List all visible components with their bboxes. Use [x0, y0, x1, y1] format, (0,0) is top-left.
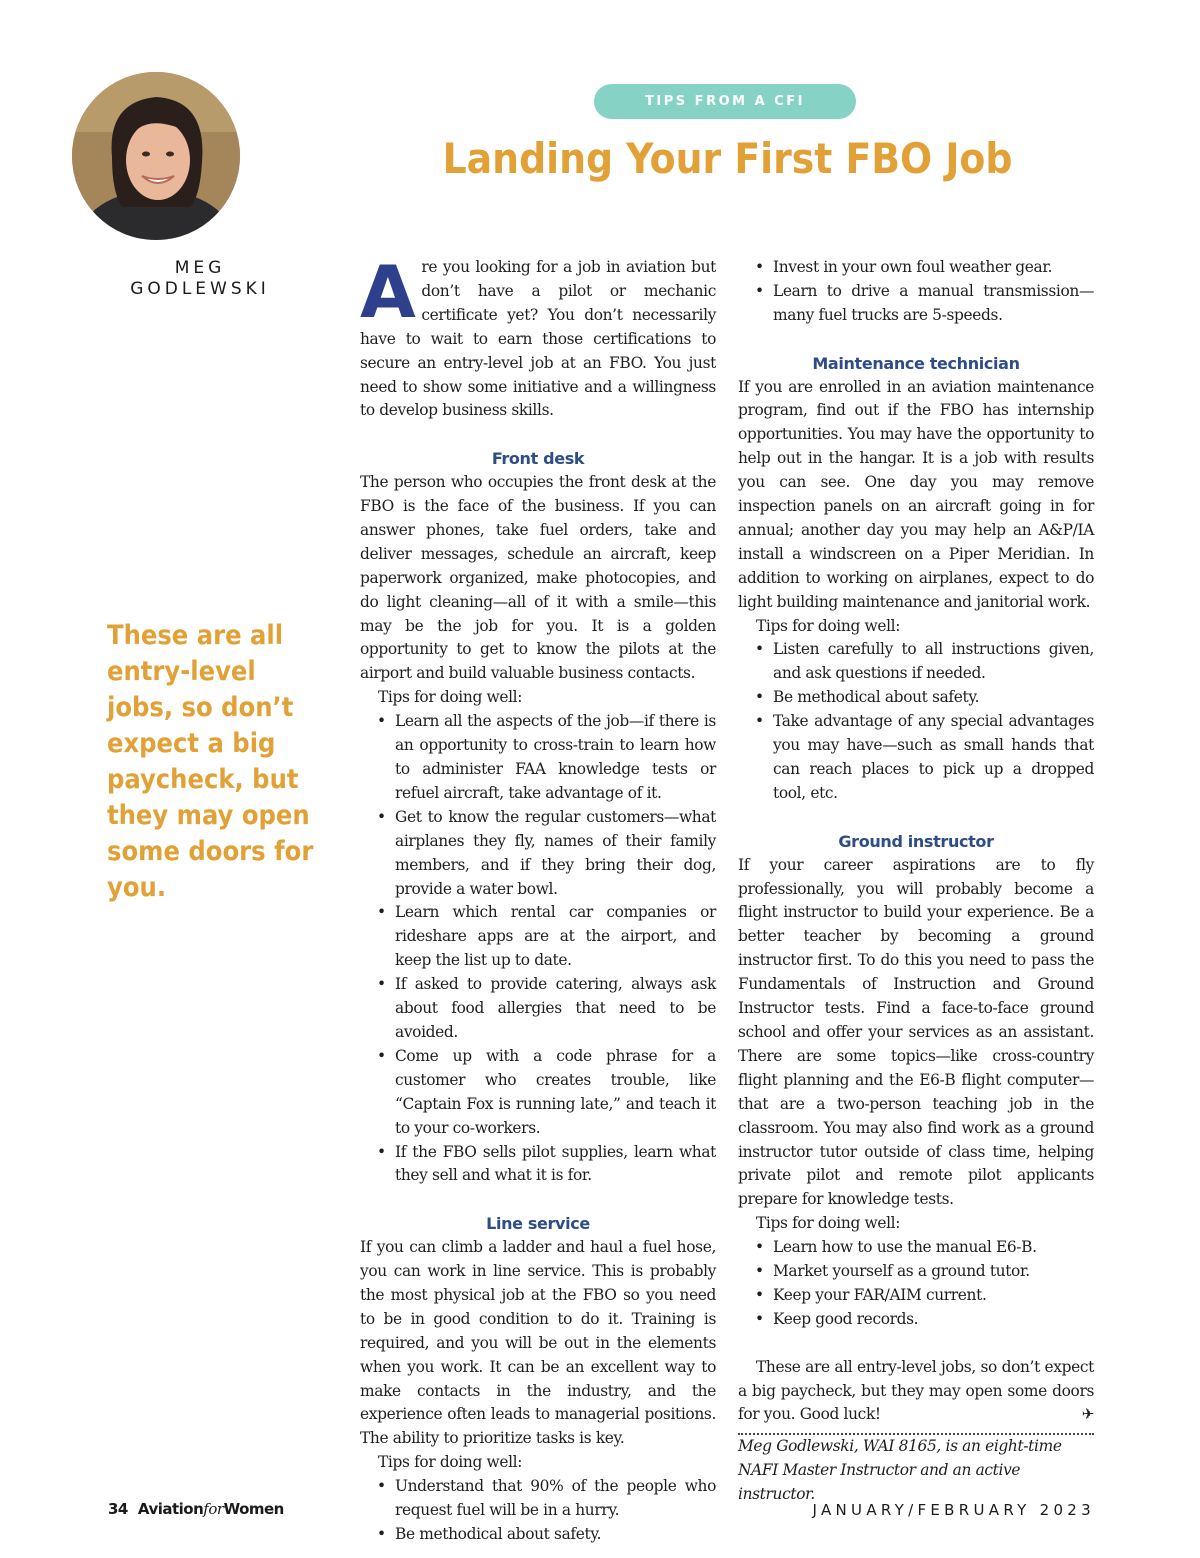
left-column: [360, 250, 716, 1547]
maintenance-tips-list: [738, 638, 1094, 805]
list-item: • Keep good records.: [773, 1308, 1094, 1332]
author-byline: [110, 258, 290, 300]
line-service-tips-list-b: [738, 256, 1094, 328]
line-service-body: If you can climb a ladder and haul a fuel hose, you can work in line service. This is probably the most physical job at the FBO so you need to be in good condition to do it. Training is required, and you will be out in the elements when you work. It can be an excellent way to make contacts in the industry, and the experience often leads to managerial positions. The ability to prioritize tasks is key.: [360, 1238, 716, 1448]
list-item: • Understand that 90% of the people who request fuel will be in a hurry.: [395, 1475, 716, 1523]
list-item: • Learn all the aspects of the job—if there is an opportunity to cross-train to learn how to administer FAA knowledge tests or refuel aircraft, take advantage of it.: [395, 710, 716, 806]
maintenance-tips-label: Tips for doing well:: [756, 616, 901, 635]
right-column: [738, 256, 1094, 1507]
closing-text: These are all entry-level jobs, so don’t expect a big paycheck, but they may open some doors for you. Good luck!: [738, 1357, 1094, 1424]
heading-ground-instructor: Ground instructor: [838, 831, 994, 851]
maintenance-body: If you are enrolled in an aviation maintenance program, find out if the FBO has internship opportunities. You may have the opportunity to help out in the hangar. It is a job with results you can see. One day you may remove inspection panels on an aircraft going in for annual; another day you may help an A&P/IA install a windscreen on a Piper Meridian. In addition to working on airplanes, expect to do light building maintenance and janitorial work.: [738, 377, 1094, 611]
page-number: 34: [108, 1500, 128, 1518]
list-item: • Come up with a code phrase for a customer who creates trouble, like “Captain Fox is running late,” and teach it to your co-workers.: [395, 1045, 716, 1141]
section-label: TIPS FROM A CFI: [594, 84, 856, 119]
list-item: • Take advantage of any special advantages you may have—such as small hands that can reach places to pick up a dropped tool, etc.: [773, 710, 1094, 806]
line-service-tips-label: Tips for doing well:: [378, 1453, 523, 1472]
ground-instructor-body: If your career aspirations are to fly professionally, you will probably become a flight instructor to build your experience. Be a better teacher by becoming a ground instructor first. To do this you need to pass the Fundamentals of Instruction and Ground Instructor tests. Find a face-to-face ground school and offer your services as an assistant. There are some topics—like cross-country flight planning and the E6-B flight computer—that are a two-person teaching job in the classroom. You may also find work as a ground instructor tutor outside of class time, helping private pilot and remote pilot applicants prepare for knowledge tests.: [738, 855, 1094, 1209]
list-item: • Invest in your own foul weather gear.: [773, 256, 1094, 280]
list-item: • Be methodical about safety.: [395, 1523, 716, 1547]
list-item: • Learn to drive a manual transmission—many fuel trucks are 5-speeds.: [773, 280, 1094, 328]
intro-text: re you looking for a job in aviation but don’t have a pilot or mechanic certificate yet? You don’t necessarily have to wait to earn those certifications to secure an entry-level job at an FBO. You just need to show some initiative and a willingness to develop business skills.: [360, 258, 716, 420]
intro-paragraph: [360, 250, 716, 423]
author-first-name: MEG: [174, 258, 226, 278]
drop-cap: A: [360, 250, 416, 334]
ground-instructor-tips-label: Tips for doing well:: [756, 1214, 901, 1233]
line-service-tips-list-a: [360, 1475, 716, 1547]
author-photo: [72, 72, 240, 240]
list-item: • If the FBO sells pilot supplies, learn what they sell and what it is for.: [395, 1141, 716, 1189]
front-desk-body: The person who occupies the front desk at the FBO is the face of the business. If you can answer phones, take fuel orders, take and deliver messages, schedule an aircraft, keep paperwork organized, make photocopies, and do light cleaning—all of it with a smile—this may be the job for you. It is a golden opportunity to get to know the pilots at the airport and build valuable business contacts.: [360, 473, 716, 683]
author-bio: Meg Godlewski, WAI 8165, is an eight-time NAFI Master Instructor and an active instructor.: [738, 1437, 1062, 1504]
list-item: • Keep your FAR/AIM current.: [773, 1284, 1094, 1308]
front-desk-tips-label: Tips for doing well:: [378, 688, 523, 707]
list-item: • Be methodical about safety.: [773, 686, 1094, 710]
heading-front-desk: Front desk: [491, 449, 585, 469]
footer-folio: [108, 1500, 284, 1518]
author-last-name: GODLEWSKI: [130, 279, 270, 299]
issue-date: JANUARY/FEBRUARY 2023: [812, 1501, 1095, 1519]
front-desk-tips-list: [360, 710, 716, 1188]
pull-quote: These are all entry-level jobs, so don’t expect a big paycheck, but they may open some doors for you.: [107, 620, 314, 903]
heading-line-service: Line service: [486, 1214, 590, 1234]
closing-paragraph: [738, 1356, 1094, 1428]
list-item: • Market yourself as a ground tutor.: [773, 1260, 1094, 1284]
list-item: • Learn how to use the manual E6-B.: [773, 1236, 1094, 1260]
list-item: • If asked to provide catering, always ask about food allergies that need to be avoided.: [395, 973, 716, 1045]
article-title: Landing Your First FBO Job: [442, 134, 1013, 183]
list-item: • Get to know the regular customers—what airplanes they fly, names of their family members, and if they bring their dog, provide a water bowl.: [395, 806, 716, 902]
list-item: • Listen carefully to all instructions given, and ask questions if needed.: [773, 638, 1094, 686]
list-item: • Learn which rental car companies or rideshare apps are at the airport, and keep the list up to date.: [395, 901, 716, 973]
ground-instructor-tips-list: [738, 1236, 1094, 1332]
magazine-logo: AviationforWomen: [137, 1500, 284, 1518]
airplane-icon: ✈: [1081, 1405, 1094, 1424]
heading-maintenance: Maintenance technician: [812, 353, 1020, 373]
